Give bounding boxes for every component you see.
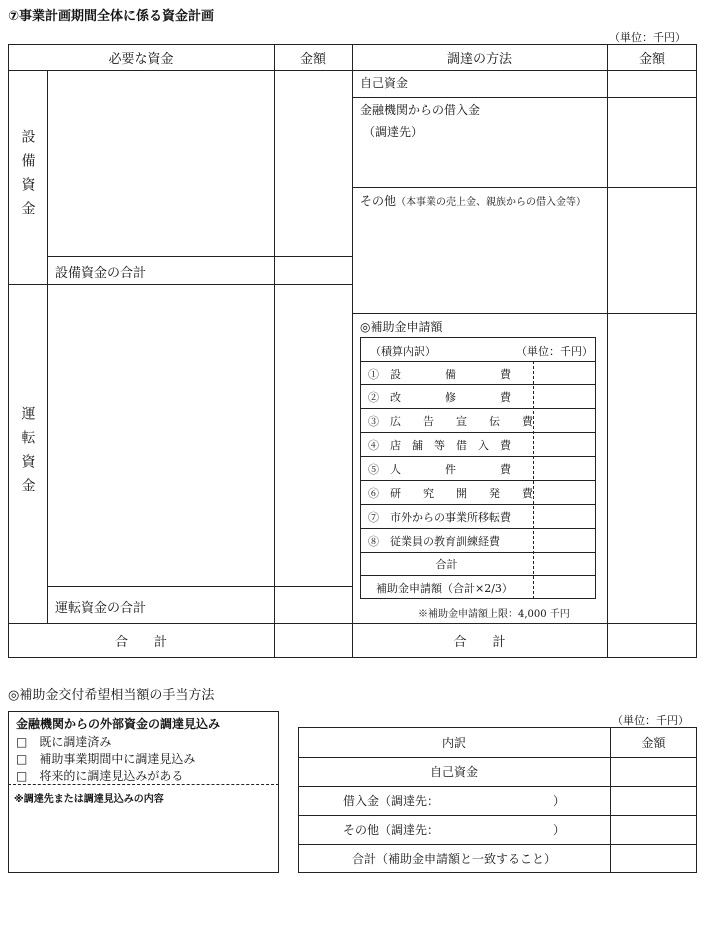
own-funds-label: 自己資金: [360, 76, 409, 90]
unit-label: （単位：千円）: [609, 31, 686, 44]
header-needed-funds: 必要な資金: [108, 51, 174, 67]
breakdown-item: ③ 広 告 宣 伝 費: [368, 415, 533, 428]
breakdown-item: ⑥ 研 究 開 発 費: [368, 487, 533, 500]
breakdown-request: 補助金申請額（合計×2/3）: [376, 582, 513, 595]
grand-total-left: 合 計: [114, 635, 167, 650]
breakdown-item: ⑦ 市外からの事業所移転費: [368, 511, 511, 524]
breakdown-item: ⑧ 従業員の教育訓練経費: [368, 535, 500, 548]
funding-method-title: ◎補助金交付希望相当額の手当方法: [8, 688, 215, 703]
row-other: その他（調達先： ）: [342, 823, 565, 837]
operating-funds-label: 運転資金: [19, 405, 36, 502]
breakdown-title: （積算内訳）: [370, 345, 436, 358]
header-method: 調達の方法: [446, 51, 512, 67]
breakdown-total: 合計: [435, 557, 458, 571]
bank-loan-label: 金融機関からの借入金: [360, 103, 481, 117]
row-total: 合計（補助金申請額と一致すること）: [351, 852, 556, 866]
header-amount-right: 金額: [638, 51, 665, 67]
section-title: ⑦事業計画期間全体に係る資金計画: [8, 9, 215, 24]
equipment-total-label: 設備資金の合計: [55, 266, 147, 281]
col-breakdown: 内訳: [441, 735, 466, 750]
col-amount: 金額: [641, 735, 666, 750]
header-amount-left: 金額: [299, 51, 326, 67]
grand-total-right: 合 計: [453, 635, 506, 650]
breakdown-item: ② 改 修 費: [368, 391, 511, 404]
breakdown-item: ① 設 備 費: [368, 368, 511, 381]
subsidy-request-label: ◎補助金申請額: [360, 320, 443, 334]
external-funding-heading: 金融機関からの外部資金の調達見込み: [16, 717, 221, 731]
funding-detail-note: ※調達先または調達見込みの内容: [14, 794, 164, 805]
other-source-label: [360, 192, 586, 209]
equipment-funds-label: 設備資金: [19, 129, 36, 225]
row-loan: 借入金（調達先： ）: [342, 794, 565, 808]
row-own-funds: 自己資金: [429, 765, 478, 779]
other-label: その他: [360, 194, 397, 208]
option-during-period[interactable]: □ 補助事業期間中に調達見込み: [16, 752, 196, 766]
breakdown-item: ⑤ 人 件 費: [368, 463, 511, 476]
other-note: （本事業の売上金、親族からの借入金等）: [396, 197, 587, 208]
subsidy-cap-note: ※補助金申請額上限：4,000 千円: [418, 609, 570, 620]
funding-unit-label: （単位：千円）: [612, 714, 689, 727]
breakdown-unit: （単位：千円）: [516, 345, 593, 358]
operating-total-label: 運転資金の合計: [55, 601, 147, 616]
breakdown-item: ④ 店 舗 等 借 入 費: [368, 439, 511, 452]
option-already-raised[interactable]: □ 既に調達済み: [16, 735, 112, 749]
lender-label: （調達先）: [363, 125, 424, 139]
option-future[interactable]: □ 将来的に調達見込みがある: [16, 769, 184, 783]
